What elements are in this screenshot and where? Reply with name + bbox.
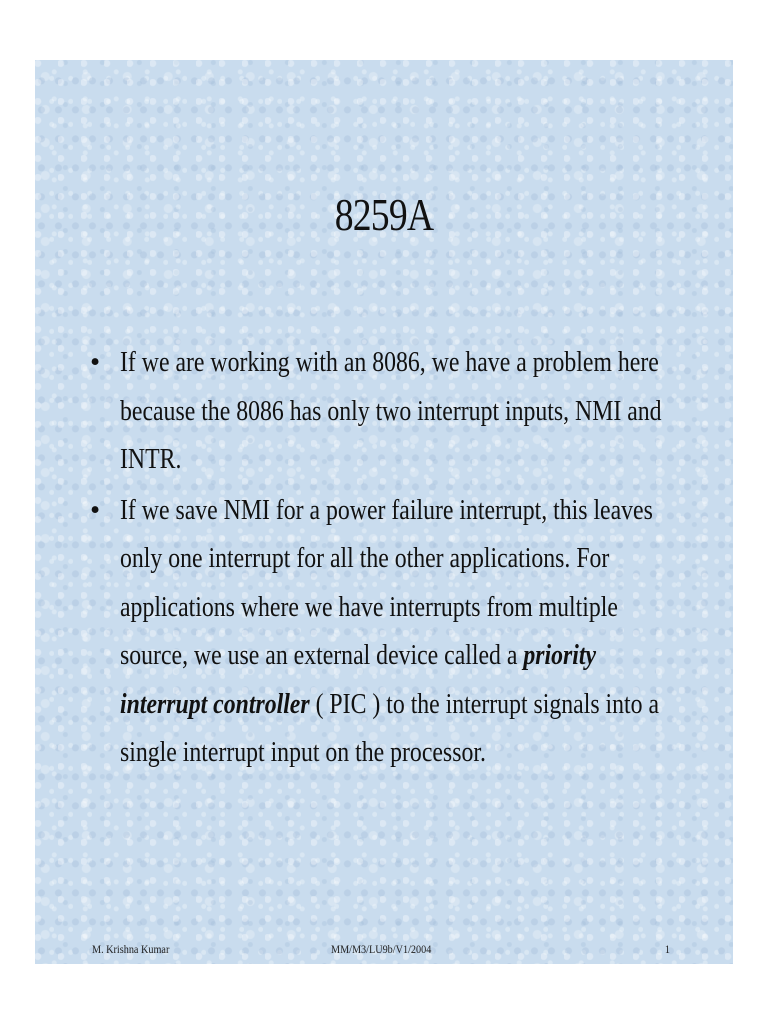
bullet-line: only one interrupt for all the other applications. For — [120, 542, 610, 574]
slide — [35, 60, 733, 964]
bullet-line: because the 8086 has only two interrupt inputs, NMI and — [120, 394, 662, 427]
bullet-dot-icon: • — [90, 346, 101, 378]
bullet-line: If we save NMI for a power failure interrupt, this leaves — [120, 493, 653, 526]
bullet-item — [90, 338, 730, 484]
bullet-line: source, we use an external device called a — [120, 639, 524, 671]
bullet-line: If we are working with an 8086, we have a problem here — [120, 346, 659, 378]
emphasis-interrupt-controller: interrupt controller — [120, 687, 310, 720]
bullet-line: applications where we have interrupts from multiple — [120, 590, 618, 623]
bullet-line: single interrupt input on the processor. — [120, 736, 486, 768]
footer-author: M. Krishna Kumar — [92, 942, 170, 956]
bullet-text — [120, 338, 731, 484]
bullet-dot-icon: • — [90, 493, 101, 526]
bullet-list — [90, 338, 730, 779]
footer-code: MM/M3/LU9b/V1/2004 — [331, 942, 432, 956]
bullet-text — [120, 486, 731, 777]
footer-page-number: 1 — [664, 942, 670, 956]
bullet-line: INTR. — [120, 443, 182, 475]
bullet-line: ( PIC ) to the interrupt signals into a — [309, 687, 660, 720]
bullet-item — [90, 486, 730, 777]
emphasis-priority: priority — [523, 639, 597, 671]
slide-title: 8259A — [334, 189, 434, 240]
